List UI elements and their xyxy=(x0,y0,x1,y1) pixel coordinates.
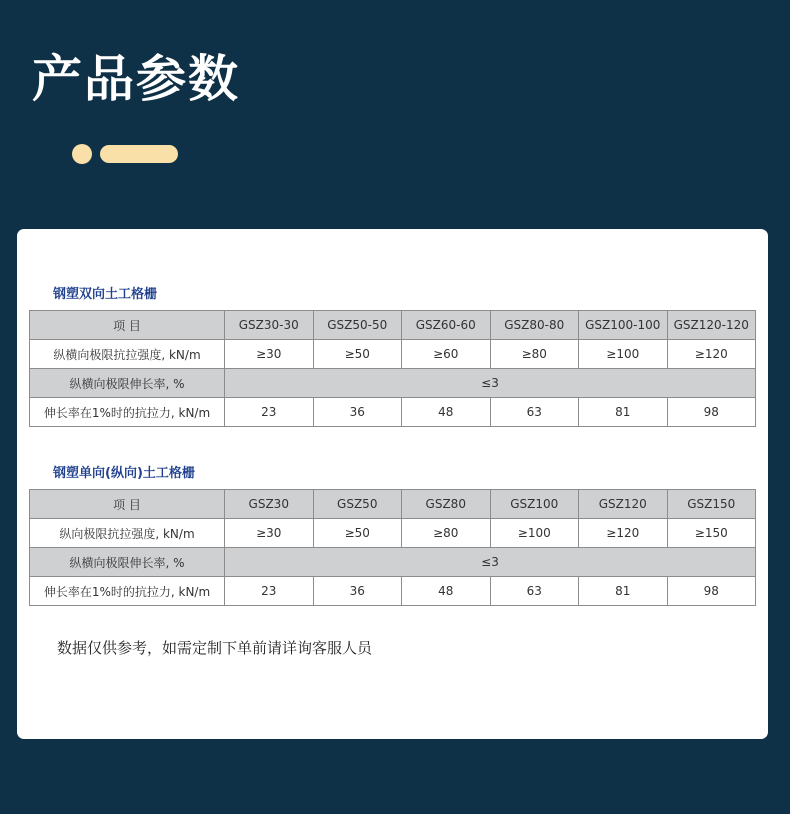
value-cell: 23 xyxy=(225,398,314,427)
value-cell: ≥120 xyxy=(579,519,668,548)
table-header-row xyxy=(30,311,756,340)
row-label: 纵向极限抗拉强度, kN/m xyxy=(30,519,225,548)
spec-card xyxy=(17,229,768,739)
table-caption-biaxial: 钢塑双向土工格栅 xyxy=(53,287,158,302)
model-cell: GSZ150 xyxy=(667,490,756,519)
value-cell: 81 xyxy=(579,398,668,427)
page-title: 产品参数 xyxy=(32,50,240,108)
table-caption-uniaxial: 钢塑单向(纵向)土工格栅 xyxy=(53,466,195,481)
table-row xyxy=(30,577,756,606)
value-cell: ≥80 xyxy=(402,519,491,548)
model-cell: GSZ120-120 xyxy=(667,311,756,340)
merged-value-cell: ≤3 xyxy=(225,548,756,577)
model-cell: GSZ100-100 xyxy=(579,311,668,340)
model-cell: GSZ120 xyxy=(579,490,668,519)
value-cell: ≥120 xyxy=(667,340,756,369)
value-cell: 98 xyxy=(667,398,756,427)
value-cell: ≥30 xyxy=(225,519,314,548)
header-label: 项 目 xyxy=(30,490,225,519)
model-cell: GSZ80-80 xyxy=(490,311,579,340)
value-cell: ≥150 xyxy=(667,519,756,548)
row-label: 纵横向极限抗拉强度, kN/m xyxy=(30,340,225,369)
merged-value-cell: ≤3 xyxy=(225,369,756,398)
value-cell: ≥60 xyxy=(402,340,491,369)
row-label: 纵横向极限伸长率, % xyxy=(30,369,225,398)
model-cell: GSZ30 xyxy=(225,490,314,519)
value-cell: 23 xyxy=(225,577,314,606)
spec-table-biaxial xyxy=(29,310,756,427)
model-cell: GSZ50 xyxy=(313,490,402,519)
model-cell: GSZ60-60 xyxy=(402,311,491,340)
model-cell: GSZ100 xyxy=(490,490,579,519)
table-row xyxy=(30,548,756,577)
value-cell: 81 xyxy=(579,577,668,606)
disclaimer-note: 数据仅供参考，如需定制下单前请详询客服人员 xyxy=(57,639,373,657)
value-cell: ≥100 xyxy=(579,340,668,369)
value-cell: 63 xyxy=(490,577,579,606)
value-cell: ≥50 xyxy=(313,519,402,548)
value-cell: ≥100 xyxy=(490,519,579,548)
value-cell: ≥30 xyxy=(225,340,314,369)
model-cell: GSZ30-30 xyxy=(225,311,314,340)
spec-table-uniaxial xyxy=(29,489,756,606)
table-row xyxy=(30,340,756,369)
value-cell: 36 xyxy=(313,398,402,427)
value-cell: 36 xyxy=(313,577,402,606)
value-cell: 48 xyxy=(402,398,491,427)
model-cell: GSZ80 xyxy=(402,490,491,519)
table-row xyxy=(30,398,756,427)
header-label: 项 目 xyxy=(30,311,225,340)
value-cell: ≥50 xyxy=(313,340,402,369)
row-label: 纵横向极限伸长率, % xyxy=(30,548,225,577)
value-cell: ≥80 xyxy=(490,340,579,369)
table-row xyxy=(30,369,756,398)
table-header-row xyxy=(30,490,756,519)
table-row xyxy=(30,519,756,548)
row-label: 伸长率在1%时的抗拉力, kN/m xyxy=(30,398,225,427)
decorative-bar xyxy=(100,145,178,163)
row-label: 伸长率在1%时的抗拉力, kN/m xyxy=(30,577,225,606)
model-cell: GSZ50-50 xyxy=(313,311,402,340)
value-cell: 98 xyxy=(667,577,756,606)
value-cell: 63 xyxy=(490,398,579,427)
value-cell: 48 xyxy=(402,577,491,606)
decorative-dot xyxy=(72,144,92,164)
